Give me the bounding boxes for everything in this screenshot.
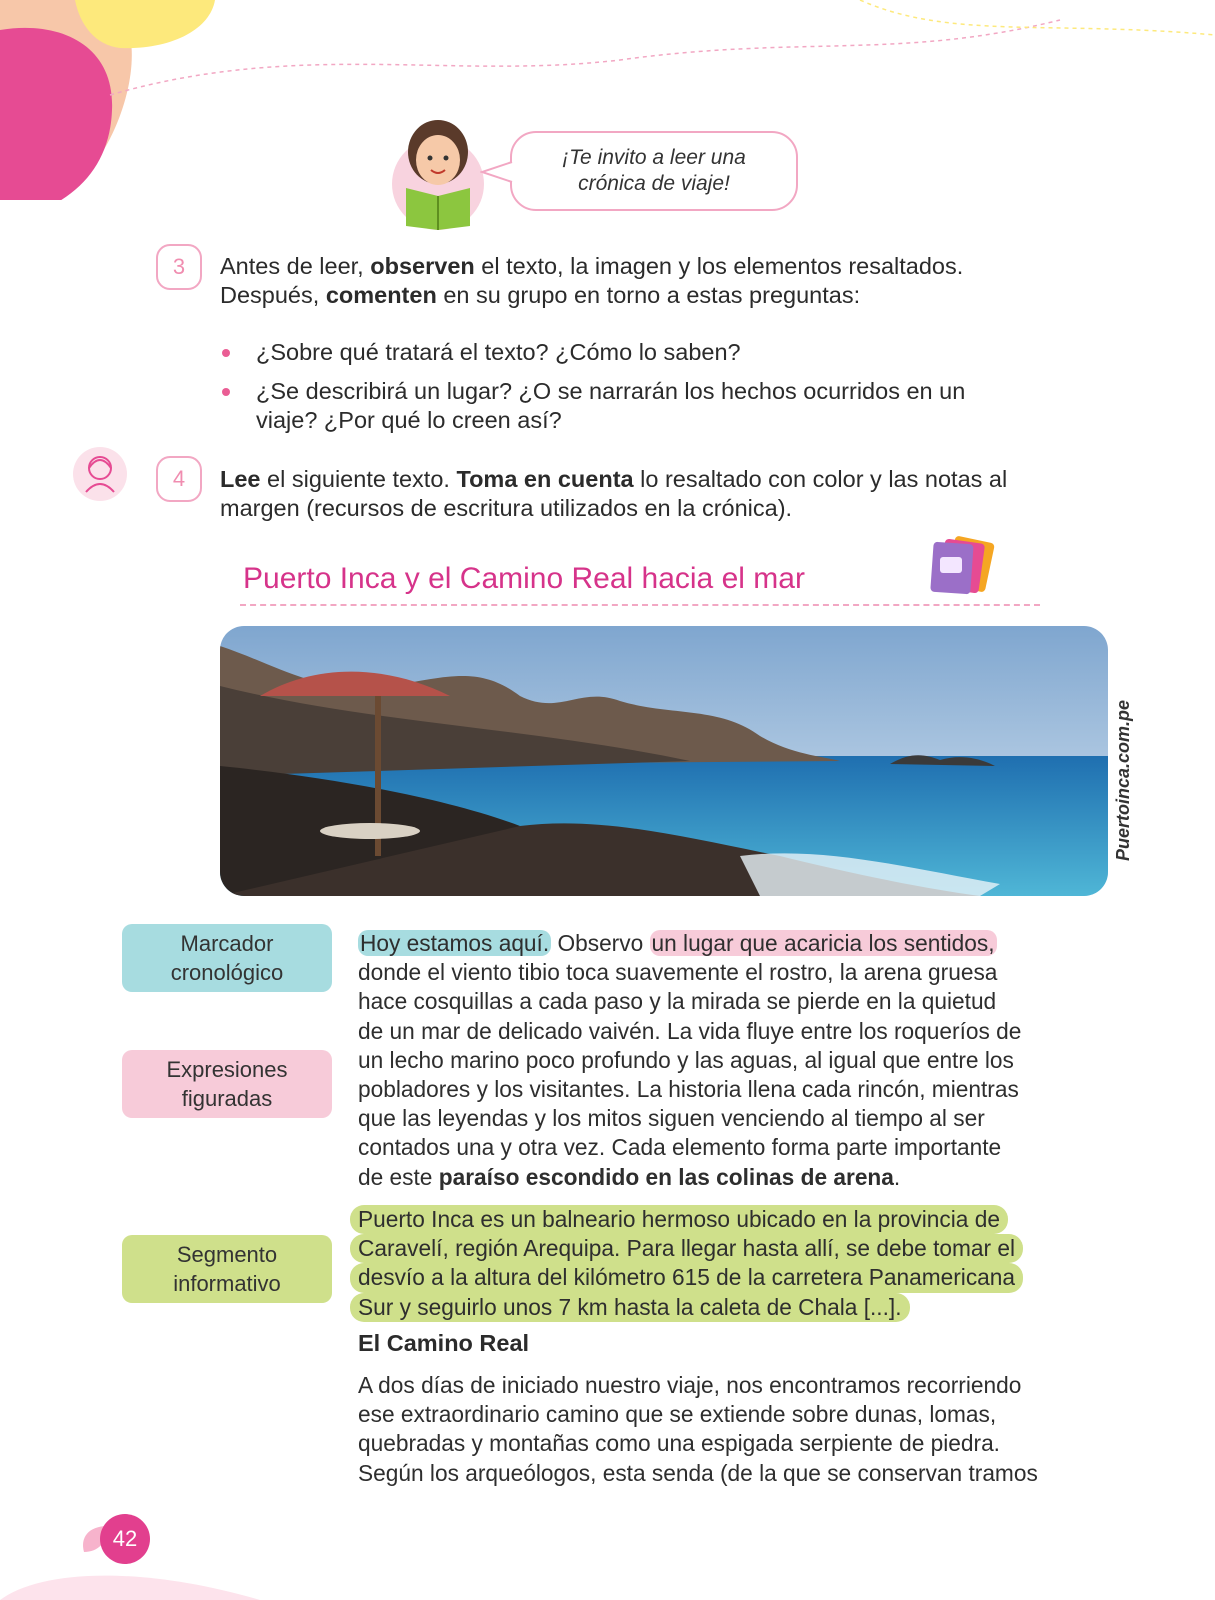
note-expresiones-figuradas: Expresiones figuradas	[122, 1050, 332, 1118]
question-list	[218, 338, 1078, 445]
note-marcador-cronologico: Marcador cronológico	[122, 924, 332, 992]
step-number-4: 4	[156, 456, 202, 502]
paragraph-3: A dos días de iniciado nuestro viaje, nos encontramos recorriendo ese extraordinario camino que se extiende sobre dunas, lomas, quebradas y montañas como una espigada serpiente de piedra. Según los arqueólogos, esta senda (de la que se conservan tramos	[358, 1372, 1038, 1486]
speech-bubble	[510, 131, 798, 211]
student-icon	[72, 446, 128, 502]
chronicle-title: Puerto Inca y el Camino Real hacia el mar	[243, 562, 805, 595]
highlight-informative-line: Puerto Inca es un balneario hermoso ubicado en la provincia de	[350, 1205, 1008, 1234]
photo-credit: Puertoinca.com.pe	[1113, 699, 1133, 861]
girl-reading-avatar	[390, 118, 486, 230]
step-3-instructions: Antes de leer, observen el texto, la imagen y los elementos resaltados. Después, comenten en su grupo en torno a estas preguntas:	[220, 253, 964, 308]
bubble-line-1: ¡Te invito a leer una	[562, 146, 746, 169]
note-segmento-informativo: Segmento informativo	[122, 1235, 332, 1303]
section-heading-camino-real: El Camino Real	[358, 1330, 530, 1356]
paragraph-1: Hoy estamos aquí. Observo un lugar que acaricia los sentidos, donde el viento tibio toca suavemente el rostro, la arena gruesa hace cosquillas a cada paso y la mirada se pierde en la quietud de un mar de delicado vaivén. La vida fluye entre los roqueríos de un lecho marino poco profundo y las aguas, al igual que entre los pobladores y los visitantes. La historia llena cada rincón, mientras que las leyendas y los mitos siguen venciendo al tiempo al ser contados una y otra vez. Cada elemento forma parte importante de este paraíso escondido en las colinas de arena.	[358, 930, 1022, 1190]
bottom-decoration	[0, 1565, 260, 1600]
highlight-informative-line: Caravelí, región Arequipa. Para llegar hasta allí, se debe tomar el	[350, 1234, 1023, 1263]
page-number: 42	[100, 1514, 150, 1564]
bubble-tail	[480, 158, 514, 188]
question-item: ¿Se describirá un lugar? ¿O se narrarán los hechos ocurridos en un viaje? ¿Por qué lo creen así?	[218, 377, 1016, 435]
highlight-figurative-expression: un lugar que acaricia los sentidos,	[651, 930, 995, 956]
puerto-inca-photo	[220, 626, 1108, 896]
books-icon	[920, 535, 1000, 597]
paragraph-2-informative	[358, 1205, 1078, 1322]
step-4-instructions: Lee el siguiente texto. Toma en cuenta lo resaltado con color y las notas al margen (recursos de escritura utilizados en la crónica).	[220, 466, 1008, 521]
highlight-chronological-marker: Hoy estamos aquí.	[360, 930, 550, 956]
question-item: ¿Sobre qué tratará el texto? ¿Cómo lo saben?	[218, 338, 1078, 367]
highlight-informative-line: Sur y seguirlo unos 7 km hasta la caleta de Chala [...].	[350, 1293, 910, 1322]
bubble-line-2: crónica de viaje!	[578, 172, 730, 195]
title-underline	[240, 604, 1040, 606]
step-number-3: 3	[156, 244, 202, 290]
highlight-informative-line: desvío a la altura del kilómetro 615 de la carretera Panamericana	[350, 1263, 1023, 1292]
